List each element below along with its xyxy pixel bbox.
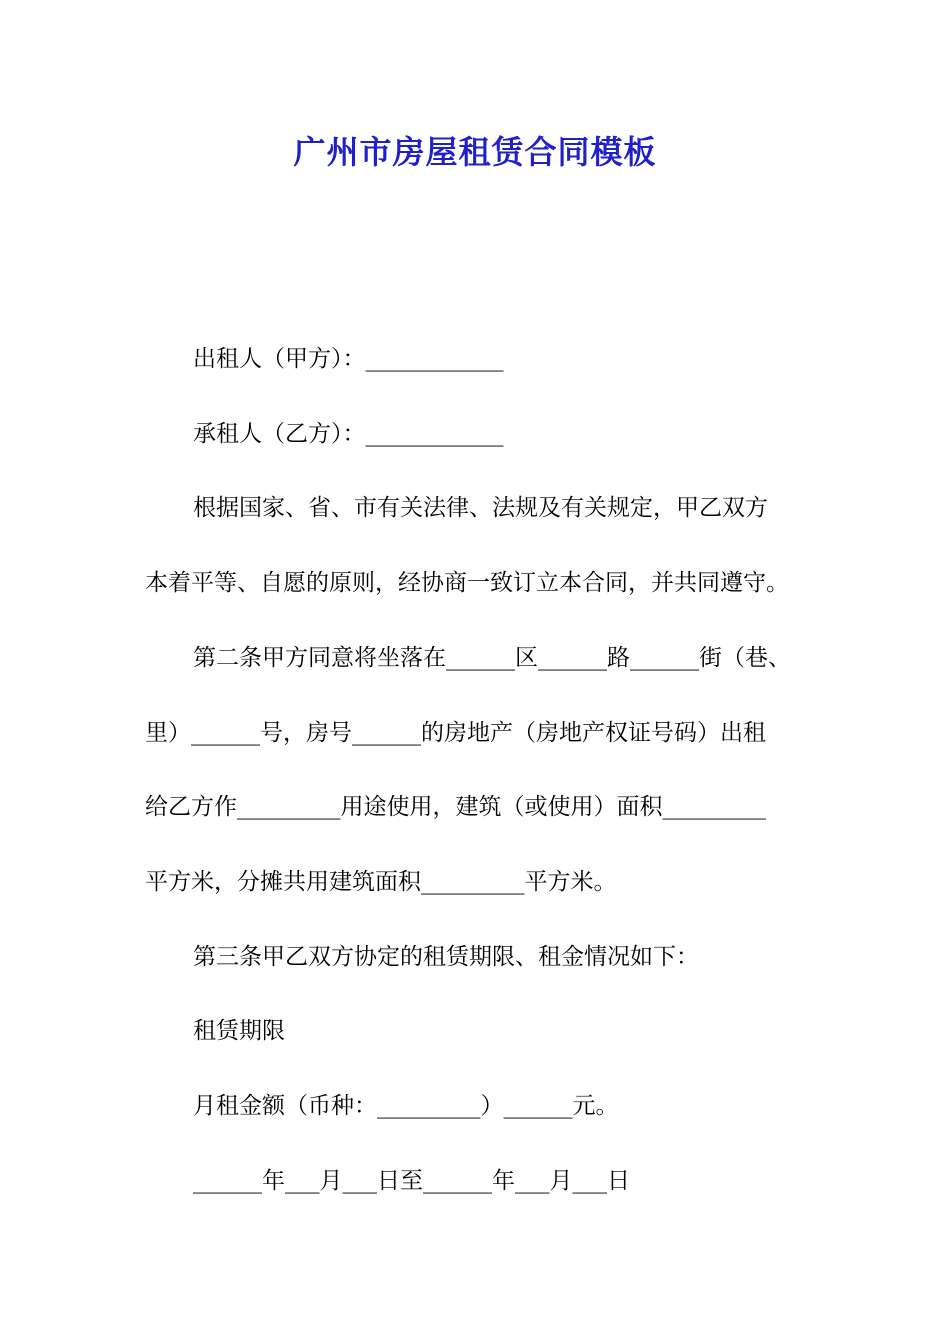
article-3-line: 第三条甲乙双方协定的租赁期限、租金情况如下：: [193, 944, 699, 970]
article-2-line-1: 第二条甲方同意将坐落在______区______路______街（巷、: [193, 645, 791, 671]
article-2-line-3: 给乙方作_________用途使用，建筑（或使用）面积_________: [145, 794, 766, 820]
article-2-line-2: 里）______号，房号______的房地产（房地产权证号码）出租: [145, 720, 766, 746]
lease-term-label: 租赁期限: [193, 1018, 285, 1044]
paragraph-intro-line-2: 本着平等、自愿的原则，经协商一致订立本合同，并共同遵守。: [145, 570, 789, 596]
document-title: 广州市房屋租赁合同模板: [293, 133, 657, 171]
lease-date-range-line: ______年___月___日至______年___月___日: [193, 1168, 630, 1194]
lessee-line: 承租人（乙方）：____________: [193, 421, 504, 447]
monthly-rent-line: 月租金额（币种：_________）______元。: [193, 1093, 619, 1119]
paragraph-intro-line-1: 根据国家、省、市有关法律、法规及有关规定，甲乙双方: [193, 495, 768, 521]
article-2-line-4: 平方米，分摊共用建筑面积_________平方米。: [145, 869, 617, 895]
lessor-line: 出租人（甲方）：____________: [193, 346, 504, 372]
